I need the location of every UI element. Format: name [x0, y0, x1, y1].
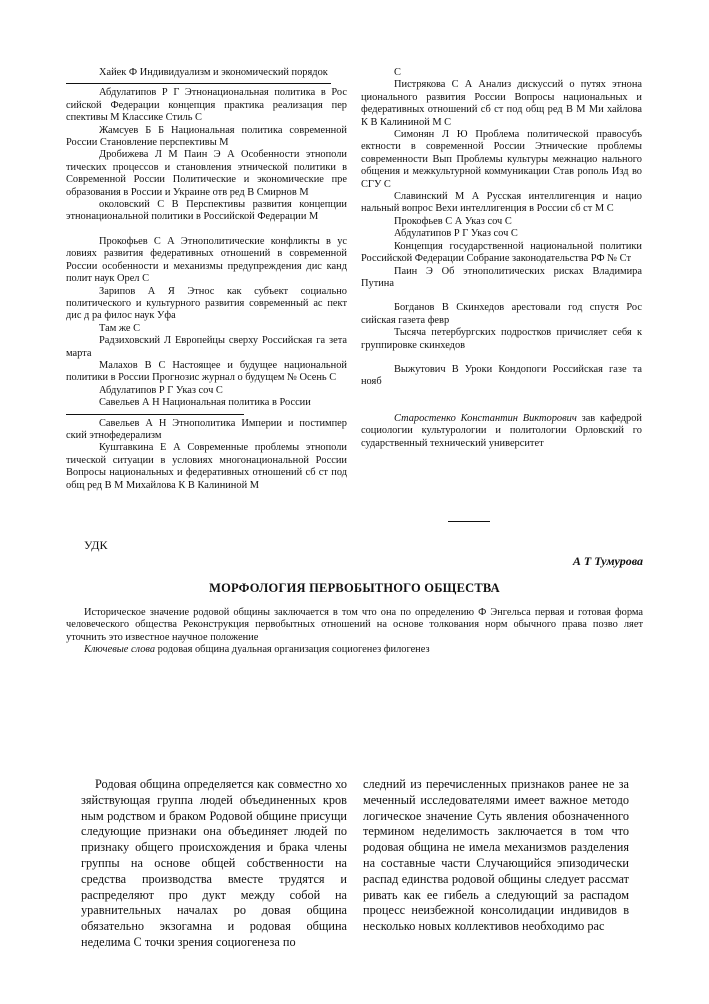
reference-item: Симонян Л Ю Проблема политической правосубъ ектности в современной России Этнические проблемы современности Вып Проблемы культуры межнацио нального общения и межкультурной коммуникации Став рополь Изд во СГУ С — [361, 129, 642, 190]
reference-list-2 — [66, 236, 347, 410]
left-column — [66, 67, 347, 492]
article-title: МОРФОЛОГИЯ ПЕРВОБЫТНОГО ОБЩЕСТВА — [209, 581, 500, 595]
reference-item: Паин Э Об этнополитических рисках Владимира Путина — [361, 265, 642, 289]
reference-item: С — [394, 67, 401, 78]
reference-item: Савельев А Н Национальная политика в России — [99, 397, 311, 409]
reference-item: Абдулатипов Р Г Этнонациональная политика в Рос сийской Федерации концепция практика реализация пер спективы М Классике Стиль С — [66, 87, 347, 124]
body-column-left — [81, 777, 347, 951]
abstract — [66, 607, 643, 657]
reference-item: Пистрякова С А Анализ дискуссий о путях этнона ционального развития России Вопросы национальных и федеративных отношений сб ст под общ ред В М Ми хайлова К В Калининой М С — [361, 79, 642, 128]
reference-item: Там же С — [99, 322, 141, 334]
body-paragraph: следний из перечисленных признаков ранее не за меченный исследователями имеет важное методо логическое значение Суть явления обозначенного термином неделимость заключается в том что родовая община не имела механизмов разделения на составные части Случающийся эпизодически распад единства родовой общины следует рассмат ривать как ее гибель а следующий за распадом процесс неизбежной консолидации индивидов в несколько новых коллективов необходимо рас — [363, 777, 629, 934]
reference-list-4 — [361, 67, 642, 290]
reference-item: Зарипов А Я Этнос как субъект социально политического и культурного развития современный ас пект дис д ра филос наук Уфа — [66, 285, 347, 322]
body-column-right — [363, 777, 629, 935]
reference-item: Прокофьев С А Этнополитические конфликты в ус ловиях развития федеративных отношений в современной России особенности и механизмы предупреждения дис канд полит наук Орел С — [66, 235, 347, 285]
reference-item: Радзиховский Л Европейцы сверху Российская га зета марта — [66, 335, 347, 359]
reference-item: Богданов В Скинхедов арестовали год спустя Рос сийская газета февр — [361, 302, 642, 326]
author-bio — [361, 413, 642, 450]
reference-item: Куштавкина Е А Современные проблемы этнополи тической ситуации в условиях многонациональной России Вопросы национальных и федеративных отношений сб ст под общ ред В М Михайлова К В Калининой М — [66, 442, 347, 491]
reference-list-5 — [361, 302, 642, 352]
reference-item: Абдулатипов Р Г Указ соч С — [99, 384, 223, 396]
reference-item: Малахов В С Настоящее и будущее национальной политики в России Прогнозис журнал о будущем № Осень С — [66, 359, 347, 384]
article-author: А Т Тумурова — [572, 554, 643, 568]
section-rule — [66, 414, 244, 415]
reference-item: Выжутович В Уроки Кондопоги Российская газе та нояб — [361, 363, 642, 388]
end-rule — [448, 521, 490, 522]
reference-item: Концепция государственной национальной политики Российской Федерации Собрание законодательства РФ № Ст — [361, 240, 642, 265]
right-column — [361, 67, 642, 450]
udk-label: УДК — [84, 538, 108, 552]
reference-item: Абдулатипов Р Г Указ соч С — [394, 228, 518, 240]
abstract-text: Историческое значение родовой общины заключается в том что она по определению Ф Энгельса первая и готовая форма человеческого общества Реконструкция первобытных отношений на основе толкования норм обычного права позво ляет уточнить это известное научное положение — [66, 607, 643, 643]
section-rule — [66, 83, 331, 84]
reference-list-6 — [361, 364, 642, 389]
top-reference: Хайек Ф Индивидуализм и экономический порядок — [99, 67, 328, 78]
reference-item: Славинский М А Русская интеллигенция и нацио нальный вопрос Вехи интеллигенция в России сб ст М С — [361, 191, 642, 215]
keywords — [66, 644, 643, 656]
bio-text: зав кафедрой социологии культурологии и политологии Орловский го сударственный технический университет — [361, 412, 642, 449]
reference-item: Жамсуев Б Б Национальная политика современной России Становление перспективы М — [66, 124, 347, 149]
body-paragraph: Родовая община определяется как совместно хо зяйствующая группа людей объединенных кров ным родством и браком Родовой общине присущи следующие признаки она объединяет людей по признаку общего происхождения и брака члены группы на основе общей собственности на средства производства вместе трудятся и распределяют про дукт между собой на уравнительных началах ро довая община обязательно экзогамна и родовая община неделима С точки зрения социогенеза по — [81, 777, 347, 949]
reference-item: Тысяча петербургских подростков причисляет себя к группировке скинхедов — [361, 327, 642, 351]
reference-item: околовский С В Перспективы развития концепции этнонациональной политики в Российской Федерации М — [66, 199, 347, 223]
bio-name: Старостенко Константин Викторович — [394, 412, 577, 424]
reference-list-1 — [66, 87, 347, 223]
keywords-text: родовая община дуальная организация социогенез филогенез — [155, 644, 430, 656]
reference-item: Прокофьев С А Указ соч С — [394, 215, 512, 227]
reference-item: Савельев А Н Этнополитика Империи и постимпер ский этнофедерализм — [66, 417, 347, 441]
reference-list-3 — [66, 418, 347, 492]
reference-item: Дробижева Л М Паин Э А Особенности этнополи тических процессов и становления этнической политики в Современной России Политические и экономические пре образования в России и Украине отв ред В Смирнов М — [66, 149, 347, 198]
keywords-label: Ключевые слова — [84, 644, 156, 656]
